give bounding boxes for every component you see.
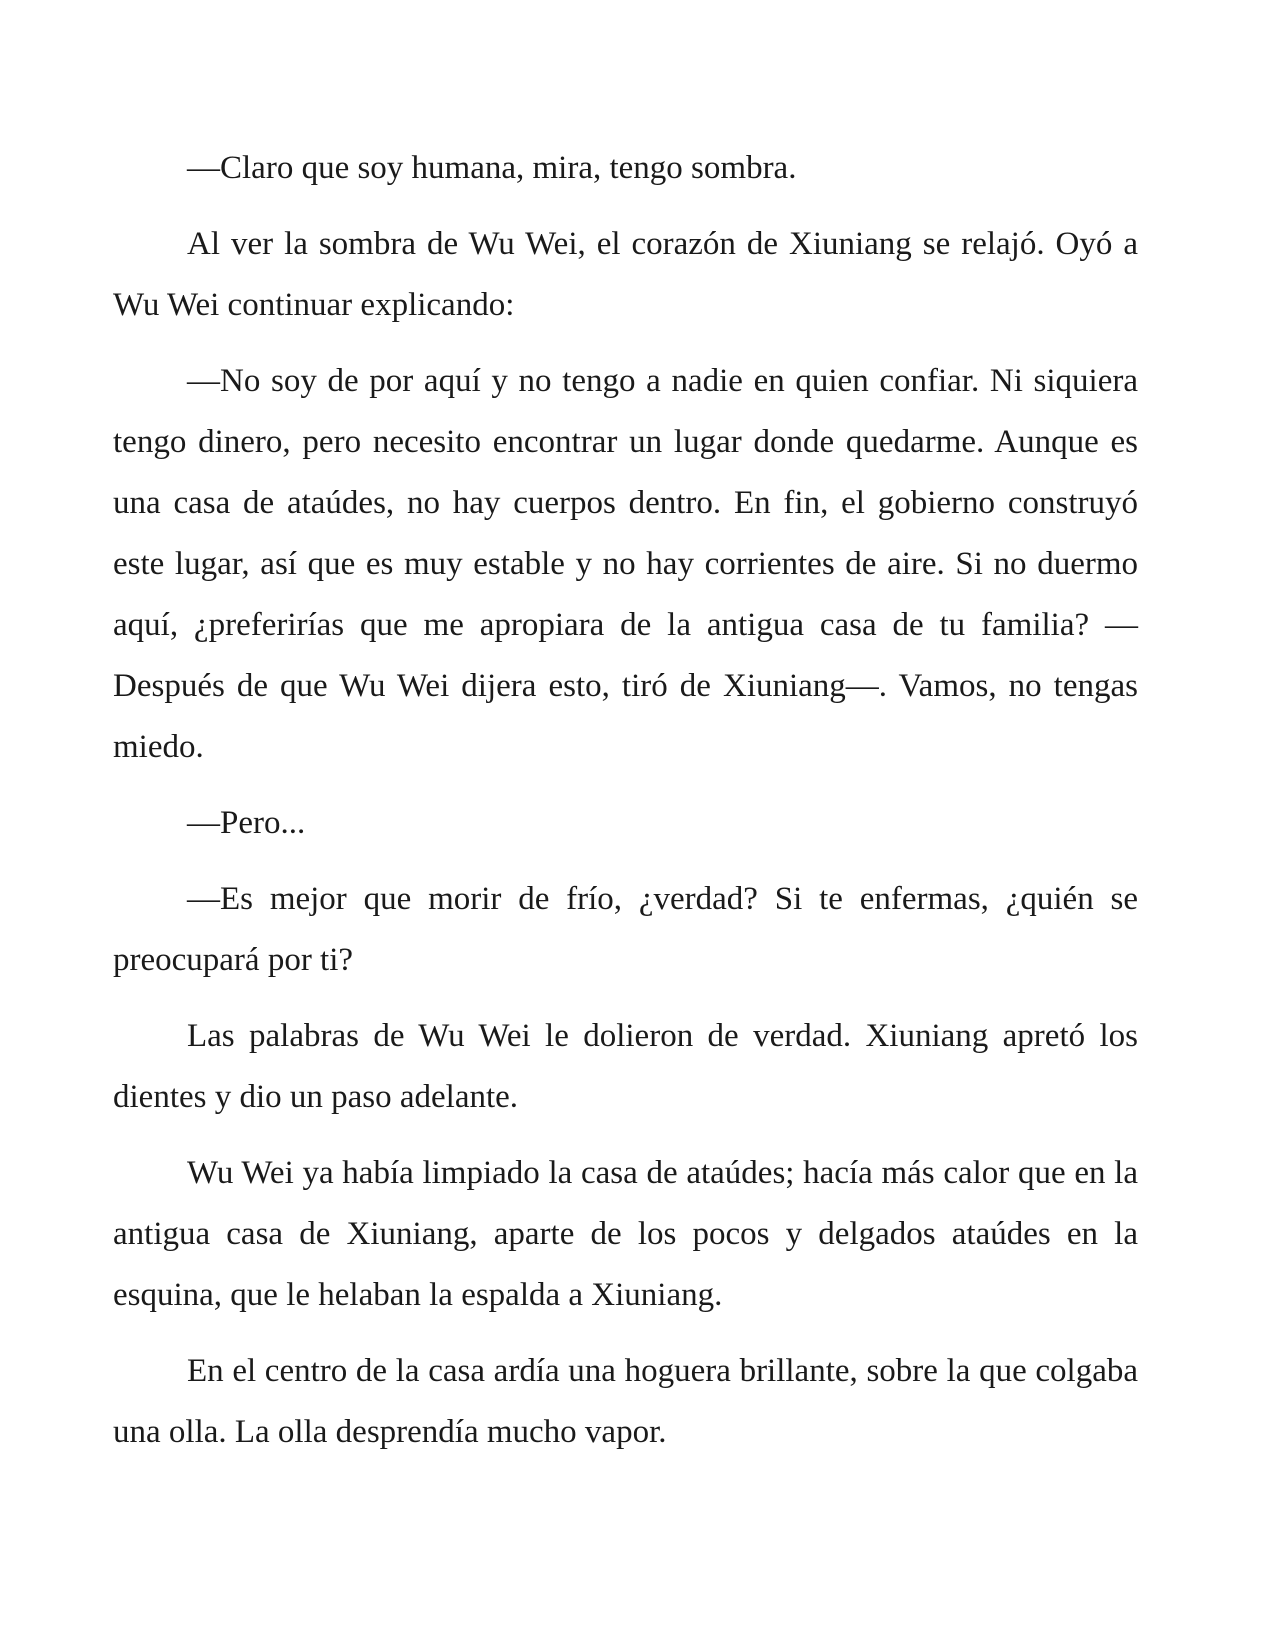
paragraph: —Claro que soy humana, mira, tengo sombra.: [187, 150, 797, 186]
body-text: [113, 138, 1138, 1478]
paragraph: Wu Wei ya había limpiado la casa de ataúdes; hacía más calor que en la antigua casa de Xiuniang, aparte de los pocos y delgados ataúdes en la esquina, que le helaban la espalda a Xiuniang.: [113, 1155, 1138, 1313]
paragraph: —No soy de por aquí y no tengo a nadie en quien confiar. Ni siquiera tengo dinero, pero necesito encontrar un lugar donde quedarme. Aunque es una casa de ataúdes, no hay cuerpos dentro. En fin, el gobierno construyó este lugar, así que es muy estable y no hay corrientes de aire. Si no duermo aquí, ¿preferirías que me apropiara de la antigua casa de tu familia? —Después de que Wu Wei dijera esto, tiró de Xiuniang—. Vamos, no tengas miedo.: [113, 363, 1138, 765]
paragraph: En el centro de la casa ardía una hoguera brillante, sobre la que colgaba una olla. La olla desprendía mucho vapor.: [113, 1353, 1138, 1450]
paragraph: Al ver la sombra de Wu Wei, el corazón de Xiuniang se relajó. Oyó a Wu Wei continuar explicando:: [113, 226, 1138, 323]
paragraph: Las palabras de Wu Wei le dolieron de verdad. Xiuniang apretó los dientes y dio un paso adelante.: [113, 1018, 1138, 1115]
paragraph: —Pero...: [187, 805, 306, 841]
paragraph: —Es mejor que morir de frío, ¿verdad? Si te enfermas, ¿quién se preocupará por ti?: [113, 881, 1138, 978]
